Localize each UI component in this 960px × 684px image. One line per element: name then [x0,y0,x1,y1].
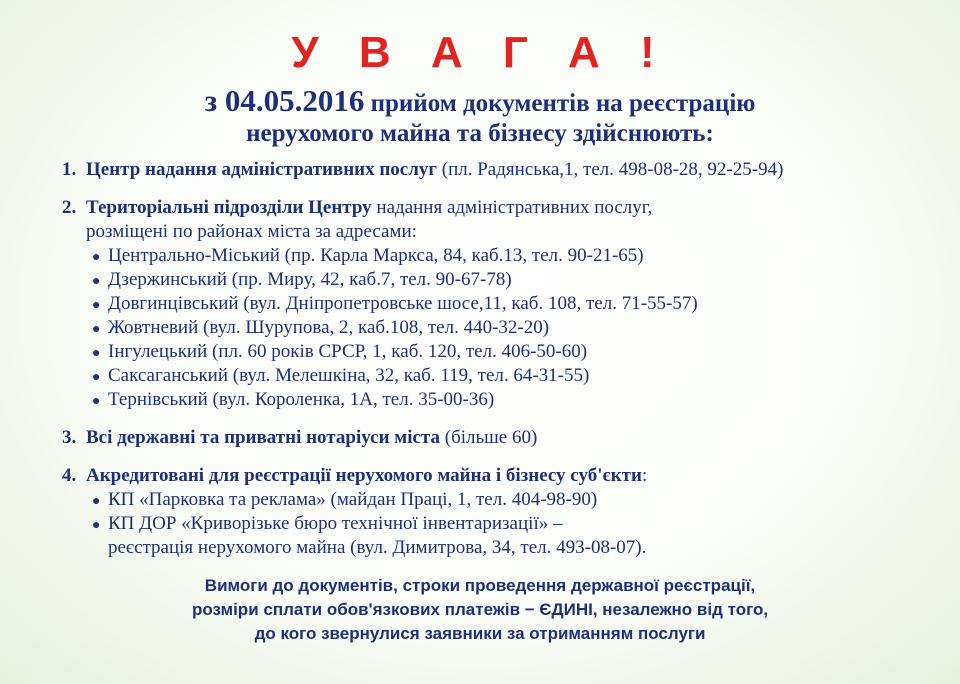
item-heading: Територіальні підрозділи Центру [86,197,372,218]
item-number: 4. [62,465,77,486]
item-continuation: розміщені по районах міста за адресами: [86,221,417,242]
item-heading: Всі державні та приватні нотаріуси міста [86,427,440,448]
bullet-icon: ● [92,394,101,409]
notice-footer [0,574,960,646]
notice-subtitle [0,83,960,149]
subtitle-date: з 04.05.2016 [204,83,365,118]
item-heading: Центр надання адміністративних послуг [86,159,438,180]
bullet-icon: ● [92,518,101,533]
item-text: (пл. Радянська,1, тел. 498-08-28, 92-25-94) [437,159,784,180]
bullet-icon: ● [92,370,101,385]
footer-line: Вимоги до документів, строки проведення державної реєстрації, [204,576,756,595]
list-item-3 [62,426,942,450]
sub-item: ● КП ДОР «Криворізьке бюро технічної інвентаризації» – [62,512,942,536]
sub-item: ● КП «Парковка та реклама» (майдан Праці, 1, тел. 404-98-90) [62,488,942,512]
list-item-2 [62,196,942,412]
notice-title: У В А Г А ! [291,28,669,77]
items-list [62,158,942,574]
sub-item: ● Саксаганський (вул. Мелешкіна, 32, каб. 119, тел. 64-31-55) [62,364,942,388]
bullet-icon: ● [92,274,101,289]
subtitle-line-1-rest: прийом документів на реєстрацію [370,90,756,117]
sub-item: ● Центрально-Міський (пр. Карла Маркса, 84, каб.13, тел. 90-21-65) [62,244,942,268]
bullet-icon: ● [92,298,101,313]
sub-item: ● Довгинцівський (вул. Дніпропетровське шосе,11, каб. 108, тел. 71-55-57) [62,292,942,316]
sub-item: ● Дзержинський (пр. Миру, 42, каб.7, тел. 90-67-78) [62,268,942,292]
item-number: 3. [62,427,77,448]
item-number: 2. [62,197,77,218]
footer-line: до кого звернулися заявники за отриманням послуги [254,624,706,643]
list-item-4 [62,464,942,560]
sub-item-continuation: реєстрація нерухомого майна (вул. Димитрова, 34, тел. 493-08-07). [108,537,647,558]
sub-item: ● Тернівський (вул. Короленка, 1А, тел. 35-00-36) [62,388,942,412]
bullet-icon: ● [92,494,101,509]
item-text: надання адміністративних послуг, [371,197,653,218]
list-item-1 [62,158,942,182]
item-text: : [641,465,648,486]
sub-item: ● Жовтневий (вул. Шурупова, 2, каб.108, тел. 440-32-20) [62,316,942,340]
item-number: 1. [62,159,77,180]
item-heading: Акредитовані для реєстрації нерухомого майна і бізнесу суб'єкти [86,465,642,486]
bullet-icon: ● [92,250,101,265]
subtitle-line-2: нерухомого майна та бізнесу здійснюють: [246,120,714,147]
bullet-icon: ● [92,346,101,361]
subtitle-line-1 [0,83,960,119]
sub-item: ● Інгулецький (пл. 60 років СРСР, 1, каб. 120, тел. 406-50-60) [62,340,942,364]
footer-line: розміри сплати обов'язкових платежів − ЄДИНІ, незалежно від того, [191,600,769,619]
bullet-icon: ● [92,322,101,337]
item-text: (більше 60) [440,427,538,448]
